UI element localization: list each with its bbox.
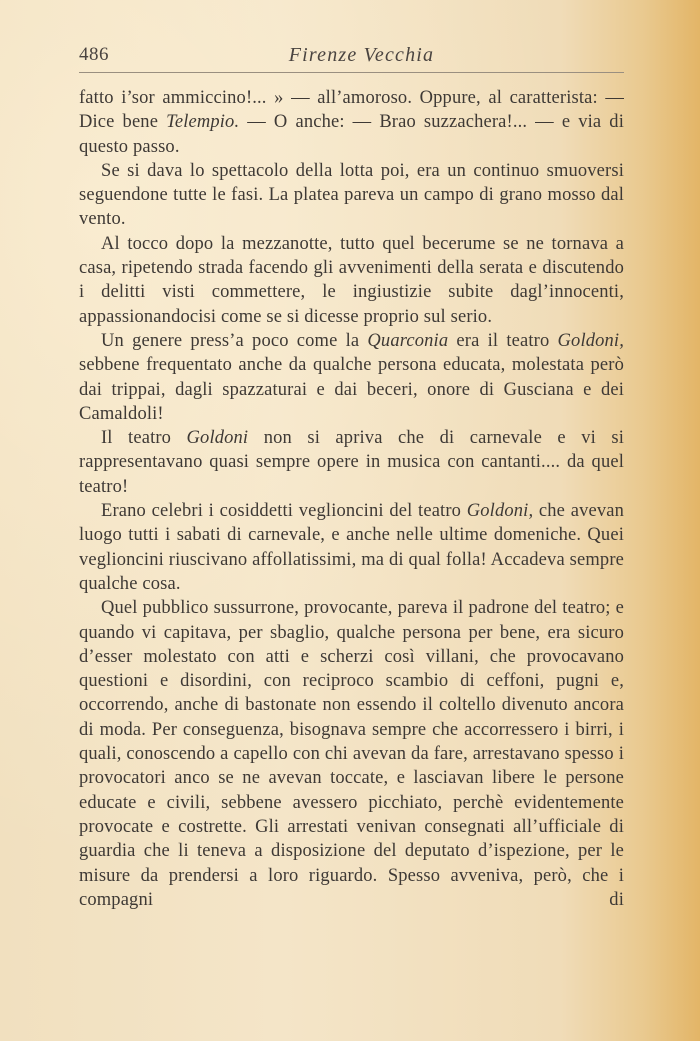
paragraph-2 [79, 159, 624, 232]
paragraph-6-italic-1: Goldoni, [466, 501, 534, 522]
paragraph-1-italic-1: Telempio. [166, 112, 240, 133]
paragraph-1 [79, 86, 624, 159]
paragraph-2-text-1: Se si dava lo spettacolo della lotta poi, era un continuo smuoversi seguendone tutte le fasi. La platea pareva un campo di grano mosso dal vento. [79, 160, 624, 230]
paragraph-7 [79, 596, 624, 912]
paragraph-4 [79, 329, 624, 426]
paragraph-6-text-2: che avevan luogo tutti i sabati di carnevale, e anche nelle ultime domeniche. Quei veglioncini riuscivano affollatissimi, ma di qual folla! Accadeva sempre qualche cosa. [79, 501, 624, 594]
paragraph-4-text-3: sebbene frequentato anche da qualche persona educata, molestata però dai trippai, dagli spazzaturai e dai beceri, onore di Gusciana e dei Camaldoli! [79, 355, 624, 424]
running-title: Firenze Vecchia [288, 44, 435, 66]
paragraph-5-text-2: non si apriva che di carnevale e vi si rappresentavano quasi sempre opere in musica con cantanti.... da quel teatro! [79, 428, 624, 497]
paragraph-4-text-1: Un genere press’a poco come la [101, 330, 368, 351]
running-head [79, 40, 624, 72]
body-text [79, 86, 624, 912]
paragraph-1-text-2: — O anche: — Brao suzzachera!... — e via di questo passo. [79, 112, 624, 157]
paragraph-3 [79, 232, 624, 329]
paragraph-5-italic-1: Goldoni [186, 428, 249, 449]
paragraph-7-text-1: Quel pubblico sussurrone, provocante, pareva il padrone del teatro; e quando vi capitava, per sbaglio, qualche persona per bene, era sicuro d’esser molestato con atti e scherzi così villani, che provocavano questioni e disordini, con reciproco scambio di ceffoni, pugni e, occorrendo, anche di bastonate non essendo il coltello divenuto ancora di moda. Per conseguenza, bisognava sempre che accorressero i birri, i quali, conoscendo a capello con chi avevan da fare, arrestavano spesso i provocatori anco se ne avevan toccate, e lasciavan libere le persone educate e civili, sebbene avessero picchiato, perchè evidentemente provocate e costrette. Gli arrestati venivan consegnati all’ufficiale di guardia che li teneva a disposizione del deputato d’ispezione, per le misure da prendersi a loro riguardo. Spesso avveniva, però, che i compagni di [79, 598, 624, 910]
paragraph-5 [79, 426, 624, 499]
paragraph-3-text-1: Al tocco dopo la mezzanotte, tutto quel becerume se ne tornava a casa, ripetendo strada facendo gli avvenimenti della serata e discutendo i delitti visti commettere, le ingiustizie subite dagl’innocenti, appassionandocisi come se si dicesse proprio sul serio. [79, 233, 624, 327]
paragraph-6 [79, 499, 624, 596]
page-number: 486 [79, 44, 109, 65]
paragraph-4-text-2: era il teatro [448, 330, 558, 351]
header-rule [79, 72, 624, 73]
paragraph-4-italic-2: Goldoni, [557, 330, 624, 351]
paragraph-5-text-1: Il teatro [101, 428, 187, 449]
paragraph-4-italic-1: Quarconia [367, 330, 449, 351]
paragraph-1-text-1: fatto i’sor ammiccino!... » — all’amoroso. Oppure, al caratterista: — Dice bene [79, 88, 624, 133]
paragraph-6-text-1: Erano celebri i cosiddetti veglioncini del teatro [101, 501, 467, 522]
